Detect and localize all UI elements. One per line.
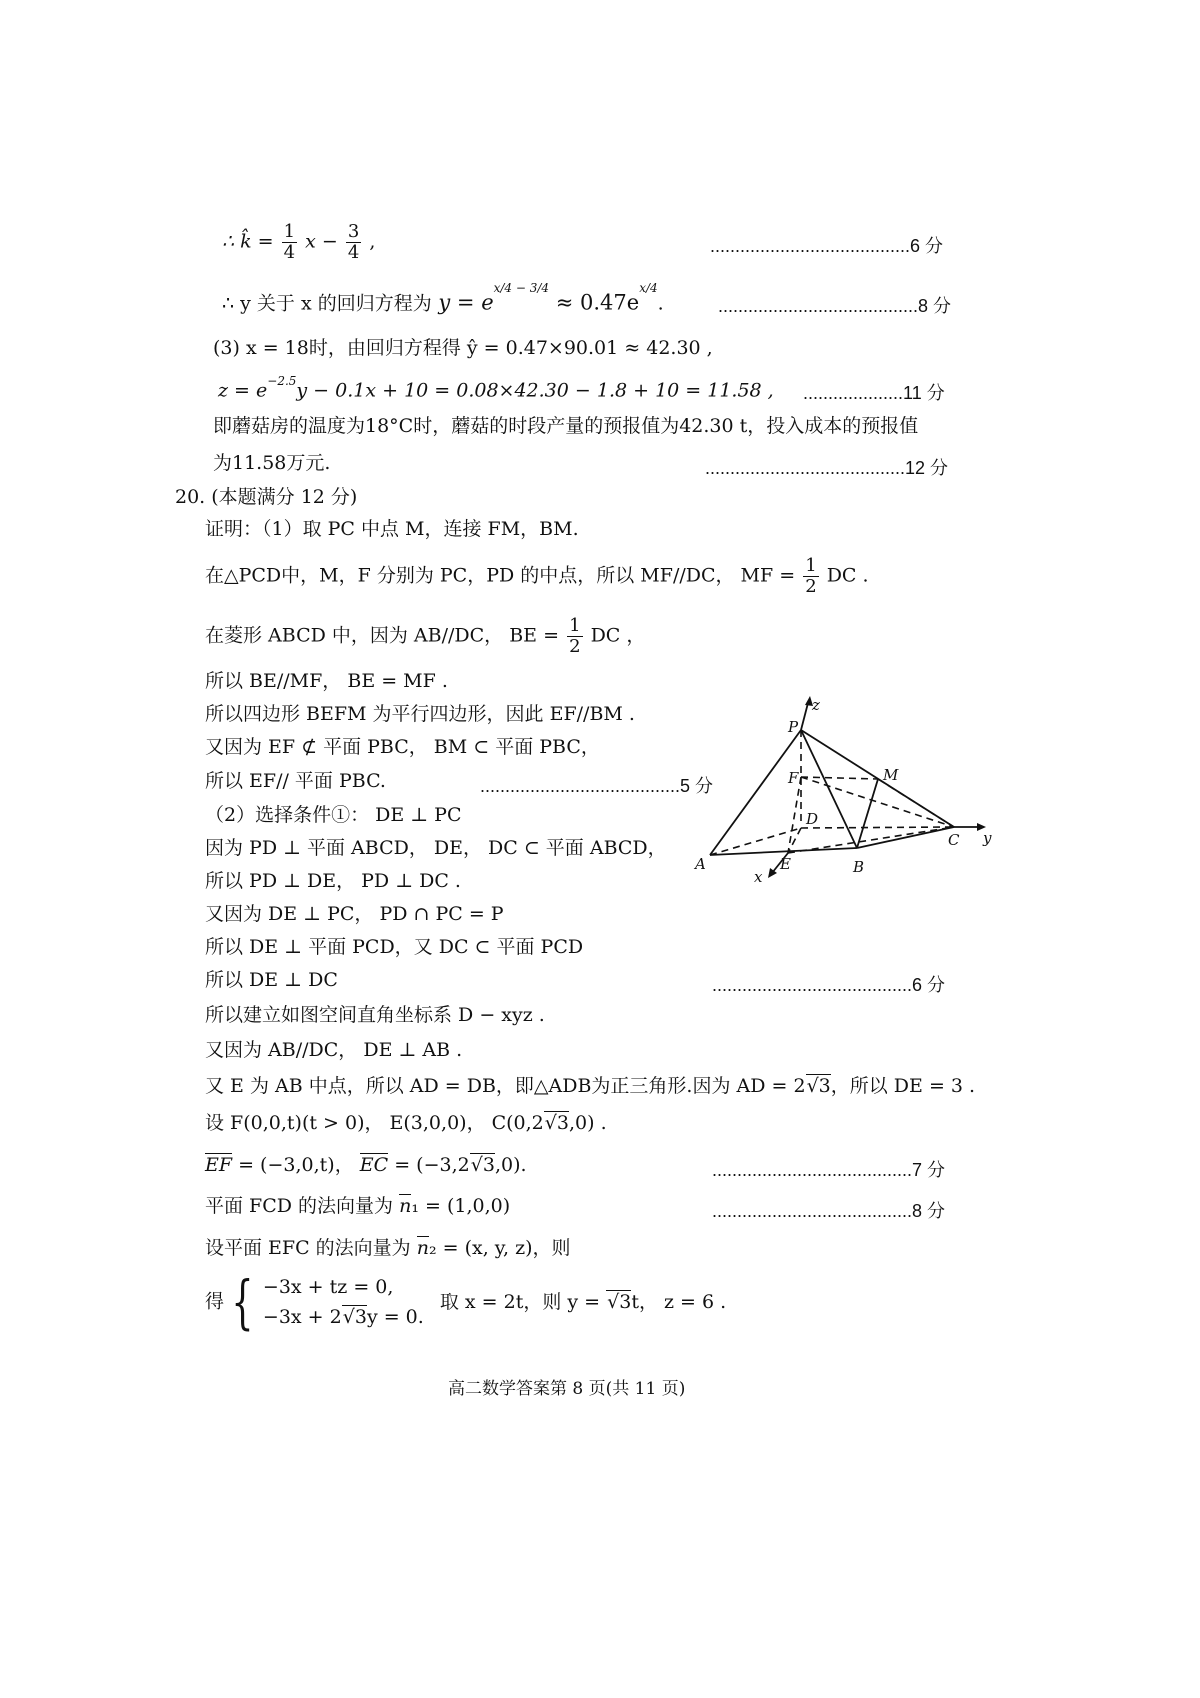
system-prefix: 得 (205, 1290, 225, 1313)
regression-dot: . (657, 292, 664, 315)
line-forecast-2: 为11.58万元. (213, 452, 331, 474)
frac-num: 3 (347, 221, 360, 242)
label-d: D (806, 810, 819, 828)
label-p: P (788, 718, 799, 736)
frac-1-2 (803, 556, 818, 597)
proof-line-20b: ₂ = (x, y, z)，则 (428, 1237, 571, 1259)
edge-fm (801, 777, 878, 779)
brace: { (231, 1268, 254, 1336)
label-e: E (780, 855, 791, 873)
label-m: M (883, 766, 899, 784)
edge-bm (857, 779, 878, 848)
edge-ec (788, 827, 954, 853)
proof-line-15: 又因为 AB//DC， DE ⊥ AB . (205, 1039, 463, 1061)
line-part3: (3) x = 18时，由回归方程得 ŷ = 0.47×90.01 ≈ 42.30 , (213, 337, 713, 359)
proof-line-16b: ，所以 DE = 3 . (830, 1075, 976, 1097)
equation-2 (263, 1302, 424, 1332)
score-11: ....................11 分 (803, 383, 945, 403)
label-a: A (695, 855, 706, 873)
label-b: B (853, 858, 865, 876)
pyramid-figure (690, 693, 1010, 893)
system-solution (440, 1291, 726, 1313)
edge-fc (801, 777, 954, 827)
line-khat (222, 222, 375, 263)
proof-line-13: 所以 DE ⊥ DC (205, 969, 338, 991)
vector-ef: EF (205, 1154, 233, 1176)
frac-1-2b (567, 616, 582, 657)
sqrt-3: √3 (607, 1290, 632, 1313)
axis-z (801, 703, 808, 730)
line-z-calc (218, 374, 774, 402)
proof-line-8: （2）选择条件①： DE ⊥ PC (205, 804, 462, 826)
khat-prefix: ∴ k̂ = (222, 230, 280, 253)
equation-2a: −3x + 2 (262, 1306, 342, 1328)
score-5: ........................................5 分 (480, 776, 714, 796)
frac-3-4 (346, 222, 361, 263)
proof-line-6: 又因为 EF ⊄ 平面 PBC， BM ⊂ 平面 PBC， (205, 736, 600, 758)
frac-den: 4 (347, 242, 360, 263)
frac-num: 1 (805, 555, 817, 576)
proof-line-17a: 设 F(0,0,t)(t > 0)， E(3,0,0)， C(0,2 (205, 1112, 544, 1134)
score-8b: ........................................8 分 (712, 1201, 946, 1221)
proof-line-19a: 平面 FCD 的法向量为 (205, 1195, 400, 1217)
khat-end: , (369, 230, 376, 253)
sqrt-3: √3 (470, 1154, 495, 1176)
frac-den: 2 (569, 636, 581, 657)
line-forecast-1: 即蘑菇房的温度为18°C时，蘑菇的时段产量的预报值为42.30 t，投入成本的预报值 (213, 415, 919, 437)
proof-line-3a: 在菱形 ABCD 中，因为 AB//DC， BE = (205, 624, 566, 647)
equation-2b: y = 0. (366, 1306, 424, 1328)
score-6b: ........................................6 分 (712, 975, 946, 995)
proof-line-19b: ₁ = (1,0,0) (411, 1195, 511, 1217)
proof-line-20a: 设平面 EFC 的法向量为 (205, 1237, 417, 1259)
edge-ab (710, 848, 857, 855)
edge-pa (710, 730, 801, 855)
vector-n2: n (416, 1237, 429, 1259)
sqrt-radicand: 3 (556, 1112, 569, 1134)
label-x: x (754, 868, 763, 886)
label-c: C (948, 831, 960, 849)
proof-line-2a: 在△PCD中，M，F 分别为 PC，PD 的中点，所以 MF//DC， MF = (205, 564, 802, 587)
equation-system (263, 1272, 424, 1332)
edge-dc (801, 827, 954, 828)
line-regression-eq (222, 281, 664, 315)
sqrt-radicand: 3 (818, 1075, 831, 1097)
solution-a: 取 x = 2t，则 y = (439, 1290, 607, 1313)
proof-line-17b: ,0) . (568, 1112, 607, 1134)
proof-line-3 (205, 616, 645, 657)
frac-num: 1 (569, 615, 581, 636)
sqrt-radicand: 3 (354, 1306, 367, 1328)
regression-exp2: x/4 (639, 281, 658, 295)
score-12: ........................................12 分 (705, 458, 949, 478)
z-rest: y − 0.1x + 10 = 0.08×42.30 − 1.8 + 10 = 11.58 , (296, 379, 774, 402)
khat-mid: x − (305, 230, 344, 253)
sqrt-radicand: 3 (619, 1290, 632, 1313)
regression-text: ∴ y 关于 x 的回归方程为 (222, 292, 432, 315)
proof-line-17 (205, 1114, 607, 1133)
proof-line-19 (205, 1197, 510, 1216)
label-z: z (812, 696, 820, 714)
proof-line-2 (205, 556, 869, 597)
proof-line-16a: 又 E 为 AB 中点，所以 AD = DB，即△ADB为正三角形.因为 AD = 2 (205, 1075, 806, 1097)
vector-n1: n (399, 1195, 412, 1217)
proof-line-18 (205, 1156, 527, 1175)
proof-line-21 (205, 1268, 727, 1336)
proof-line-14: 所以建立如图空间直角坐标系 D − xyz . (205, 1004, 545, 1026)
z-prefix: z = e (218, 379, 268, 402)
sqrt-3: √3 (544, 1112, 569, 1134)
proof-line-2b: DC . (826, 564, 869, 587)
proof-line-4: 所以 BE//MF， BE = MF . (205, 670, 448, 692)
frac-den: 2 (805, 576, 817, 597)
proof-line-3b: DC ， (590, 624, 646, 647)
label-f: F (788, 769, 799, 787)
proof-line-1: 证明：（1）取 PC 中点 M，连接 FM，BM. (205, 518, 579, 540)
proof-line-20 (205, 1239, 571, 1258)
sqrt-radicand: 3 (482, 1154, 495, 1176)
frac-den: 4 (283, 242, 296, 263)
solution-b: t， z = 6 . (631, 1290, 727, 1313)
proof-line-10: 所以 PD ⊥ DE， PD ⊥ DC . (205, 870, 461, 892)
score-6a: ........................................6 分 (710, 236, 944, 256)
frac-1-4 (282, 222, 297, 263)
z-exp: −2.5 (267, 374, 297, 388)
sqrt-3: √3 (806, 1075, 831, 1097)
sqrt-3: √3 (342, 1306, 367, 1328)
edge-bc (857, 827, 954, 848)
score-8a: ........................................8 分 (718, 296, 952, 316)
proof-line-11: 又因为 DE ⊥ PC， PD ∩ PC = P (205, 903, 504, 925)
proof-line-18b: = (−3,2 (388, 1154, 470, 1176)
proof-line-12: 所以 DE ⊥ 平面 PCD，又 DC ⊂ 平面 PCD (205, 936, 584, 958)
vector-ec: EC (359, 1154, 389, 1176)
regression-approx: ≈ 0.47e (549, 290, 640, 315)
proof-line-16 (205, 1077, 975, 1096)
question-20-title: 20. (本题满分 12 分) (175, 486, 358, 508)
regression-exp1: x/4 − 3/4 (493, 281, 550, 295)
regression-y: y = e (431, 290, 494, 315)
proof-line-18c: ,0). (494, 1154, 527, 1176)
proof-line-7: 所以 EF// 平面 PBC. (205, 770, 386, 792)
page-footer: 高二数学答案第 8 页(共 11 页) (448, 1379, 686, 1399)
equation-1: −3x + tz = 0, (262, 1276, 394, 1298)
score-7: ........................................7 分 (712, 1160, 946, 1180)
proof-line-5: 所以四边形 BEFM 为平行四边形，因此 EF//BM . (205, 703, 635, 725)
label-y: y (983, 829, 992, 847)
proof-line-18a: = (−3,0,t)， (232, 1154, 360, 1176)
proof-line-9: 因为 PD ⊥ 平面 ABCD， DE， DC ⊂ 平面 ABCD， (205, 837, 667, 859)
frac-num: 1 (283, 221, 296, 242)
